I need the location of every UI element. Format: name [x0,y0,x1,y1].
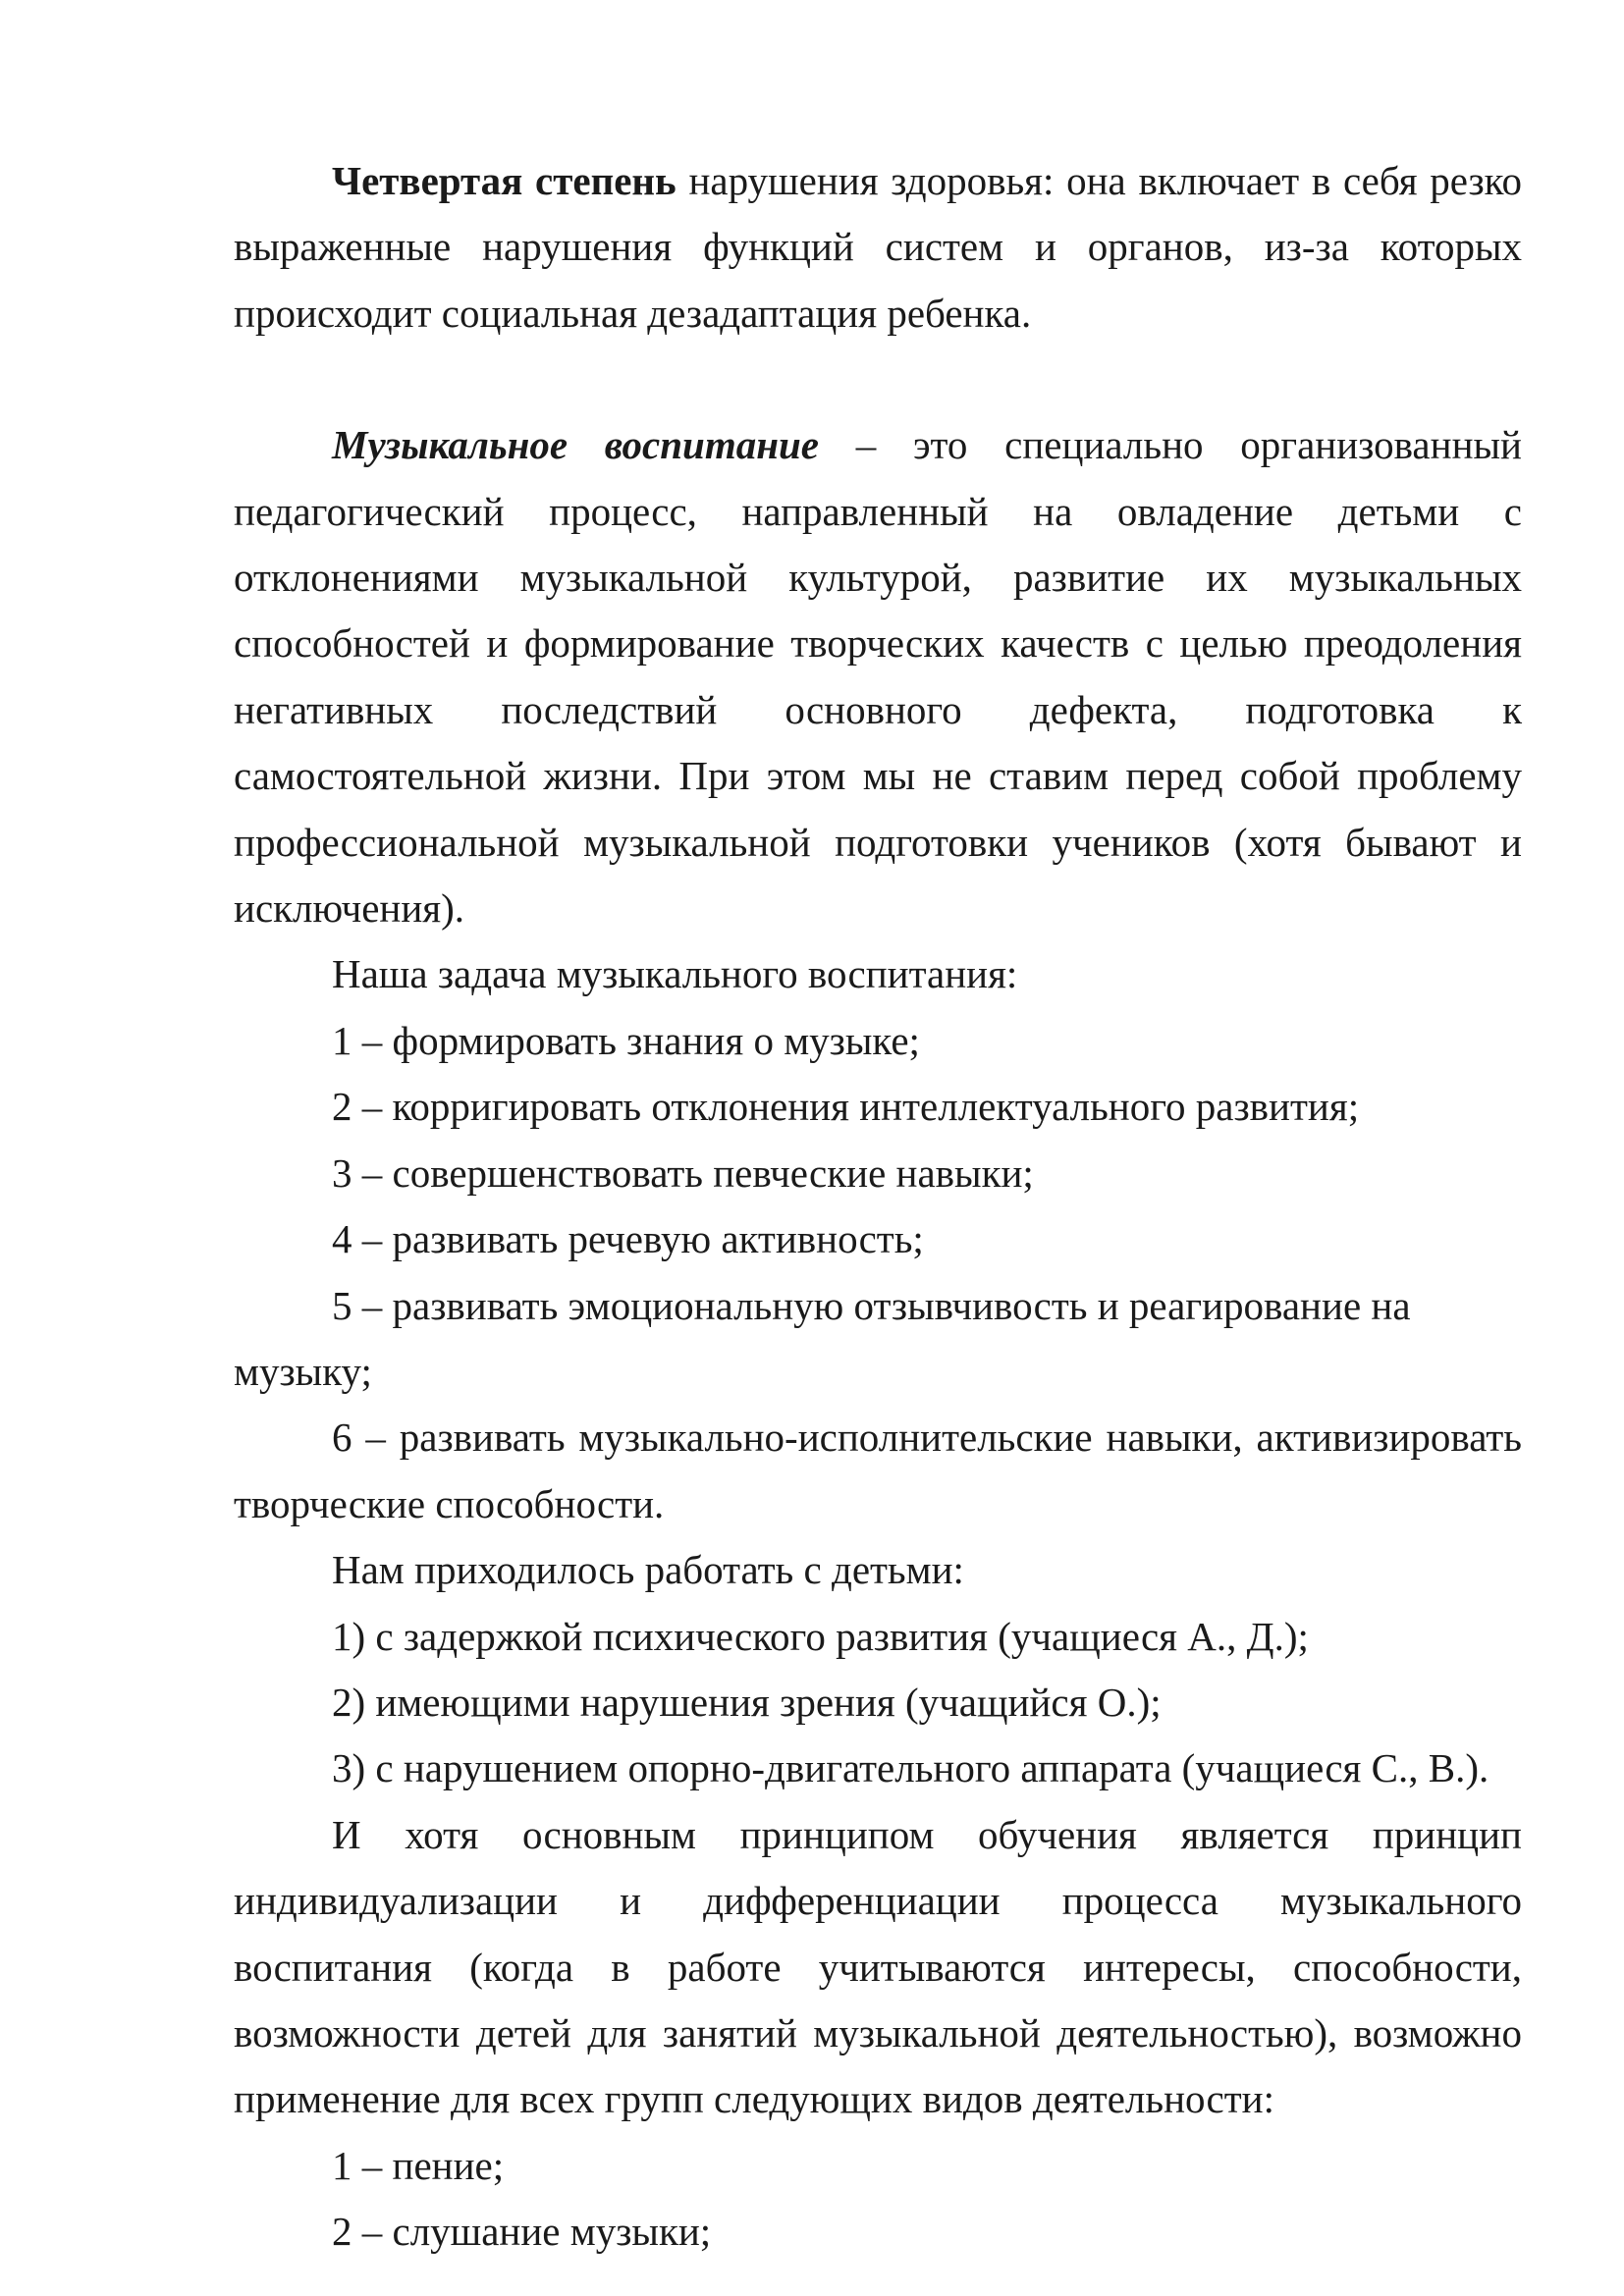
music-education-text: – это специально организованный педагогический процесс, направленный на овладение детьми с отклонениями музыкальной культурой, развитие их музыкальных способностей и формирование творческих качеств с целью преодоления негативных последствий основного дефекта, подготовка к самостоятельной жизни. При этом мы не ставим перед собой проблему профессиональной музыкальной подготовки учеников (хотя бывают и исключения). [234,422,1522,932]
children-intro: Нам приходилось работать с детьми: [332,1547,964,1593]
task-item: 5 – развивать эмоциональную отзывчивость и реагирование на музыку; [234,1282,1411,1394]
task-item: 2 – корригировать отклонения интеллектуального развития; [332,1084,1360,1130]
term-fourth-degree: Четвертая степень [332,158,677,203]
children-item: 2) имеющими нарушения зрения (учащийся О.); [332,1679,1162,1725]
document-page [234,148,1522,2266]
task-item: 1 – формировать знания о музыке; [332,1017,920,1063]
children-item: 1) с задержкой психического развития (учащиеся А., Д.); [332,1613,1309,1659]
fourth-degree-text: нарушения здоровья: она включает в себя резко выраженные нарушения функций систем и органов, из-за которых происходит социальная дезадаптация ребенка. [234,158,1523,336]
activity-item: 2 – слушание музыки; [332,2209,712,2255]
task-item: 3 – совершенствовать певческие навыки; [332,1149,1034,1196]
task-item: 4 – развивать речевую активность; [332,1216,924,1262]
term-music-education: Музыкальное воспитание [332,422,820,468]
paragraph-fourth-degree [234,148,1522,347]
activity-item: 1 – пение; [332,2142,505,2188]
paragraph-music-education [234,412,1522,941]
task-item: 6 – развивать музыкально-исполнительские навыки, активизировать творческие способности. [234,1415,1522,1526]
children-item: 3) с нарушением опорно-двигательного аппарата (учащиеся С., В.). [332,1745,1489,1791]
tasks-intro: Наша задача музыкального воспитания: [332,951,1018,997]
paragraph-principle: И хотя основным принципом обучения является принцип индивидуализации и дифференциации процесса музыкального воспитания (когда в работе учитываются интересы, способности, возможности детей для занятий музыкальной деятельностью), возможно применение для всех групп следующих видов деятельности: [234,1811,1522,2122]
